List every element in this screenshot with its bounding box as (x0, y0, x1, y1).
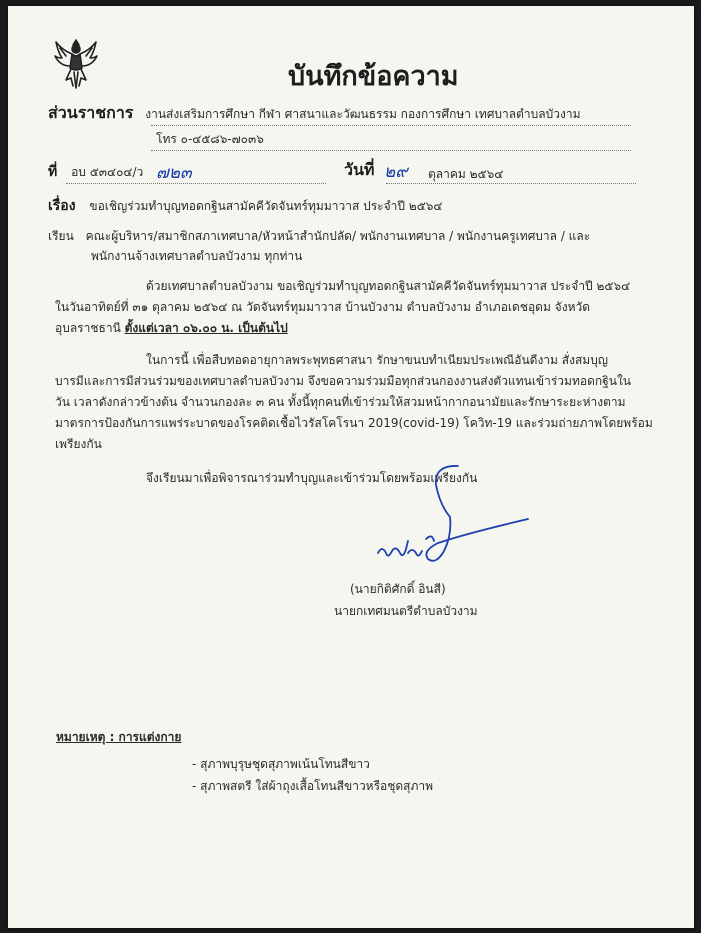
note-label (56, 729, 181, 745)
para1-line-1: ด้วยเทศบาลตำบลบัวงาม ขอเชิญร่วมทำบุญทอดกฐินสามัคคีวัดจันทร์ทุมมาวาส ประจำปี ๒๕๖๔ (146, 279, 631, 293)
to-row (48, 228, 590, 244)
date-label: วันที่ (344, 160, 375, 179)
department-row (48, 105, 581, 122)
department-dotline (151, 125, 631, 126)
date-day-handwritten: ๒๙ (384, 162, 408, 182)
ref-label: ที่ (48, 164, 58, 180)
signer-name: (นายกิติศักดิ์ อินสี) (350, 582, 446, 596)
memo-title: บันทึกข้อความ (288, 61, 459, 92)
subject-label: เรื่อง (48, 198, 76, 214)
para2-line-2: บารมีและการมีส่วนร่วมของเทศบาลตำบลบัวงาม จึงขอความร่วมมือทุกส่วนกองงานส่งตัวแทนเข้าร่วมทอดกฐินใน (55, 374, 632, 388)
note-item-1: - สุภาพบุรุษชุดสุภาพเน้นโทนสีขาว (192, 757, 370, 771)
department-value: งานส่งเสริมการศึกษา กีฬา ศาสนาและวัฒนธรรม กองการศึกษา เทศบาลตำบลบัวงาม (145, 107, 581, 121)
phone-dotline (151, 150, 631, 151)
para2-line-4: มาตรการป้องกันการแพร่ระบาดของโรคติดเชื้อไวรัสโคโรนา 2019(covid-19) โควิท-19 และร่วมถ่ายภาพโดยพร้อม (55, 416, 653, 430)
para2-line-3: วัน เวลาดังกล่าวข้างต้น จำนวนกองละ ๓ คน ทั้งนี้ทุกคนที่เข้าร่วมให้สวมหน้ากากอนามัยและรักษาระยะห่างตาม (55, 395, 626, 409)
date-row (344, 162, 374, 179)
ref-dotline (66, 183, 326, 184)
para1-line-3-prefix: อุบลราชธานี (55, 321, 125, 335)
garuda-emblem-icon (52, 36, 100, 90)
department-phone: โทร ๐-๔๕๘๖-๗๐๓๖ (156, 132, 264, 146)
date-dotline (386, 183, 636, 184)
to-line-1: คณะผู้บริหาร/สมาชิกสภาเทศบาล/หัวหน้าสำนักปลัด/ พนักงานเทศบาล / พนักงานครูเทศบาล / และ (85, 229, 591, 243)
note-label-text: หมายเหตุ : การแต่งกาย (56, 730, 182, 744)
para2-line-5: เพรียงกัน (55, 437, 102, 451)
ref-number: อบ ๕๓๔๐๔/ว (71, 165, 144, 179)
ref-row (48, 164, 143, 180)
subject-value: ขอเชิญร่วมทำบุญทอดกฐินสามัคคีวัดจันทร์ทุมมาวาส ประจำปี ๒๕๖๔ (89, 199, 443, 213)
closing-line: จึงเรียนมาเพื่อพิจารณาร่วมทำบุญและเข้าร่วมโดยพร้อมเพรียงกัน (146, 471, 478, 485)
department-label: ส่วนราชการ (48, 103, 134, 122)
para1-start-time: ตั้งแต่เวลา ๐๖.๐๐ น. เป็นต้นไป (124, 321, 288, 335)
note-item-2: - สุภาพสตรี ใส่ผ้าถุงเสื้อโทนสีขาวหรือชุดสุภาพ (192, 779, 434, 793)
signature-icon (348, 461, 538, 591)
to-label: เรียน (48, 229, 74, 243)
ref-number-handwritten: ๗๒๓ (156, 163, 192, 183)
subject-row (48, 198, 443, 214)
date-month-year: ตุลาคม ๒๕๖๔ (428, 167, 504, 181)
para1-line-3 (55, 320, 288, 336)
to-line-2: พนักงานจ้างเทศบาลตำบลบัวงาม ทุกท่าน (91, 249, 303, 263)
para1-line-2: ในวันอาทิตย์ที่ ๓๑ ตุลาคม ๒๕๖๔ ณ วัดจันทร์ทุมมาวาส บ้านบัวงาม ตำบลบัวงาม อำเภอเดชอุดม จังหวัด (55, 300, 591, 314)
para2-line-1: ในการนี้ เพื่อสืบทอดอายุกาลพระพุทธศาสนา รักษาขนบทำเนียมประเพณีอันดีงาม สั่งสมบุญ (146, 353, 609, 367)
memo-paper (8, 6, 694, 928)
signer-position: นายกเทศมนตรีตำบลบัวงาม (334, 604, 478, 618)
